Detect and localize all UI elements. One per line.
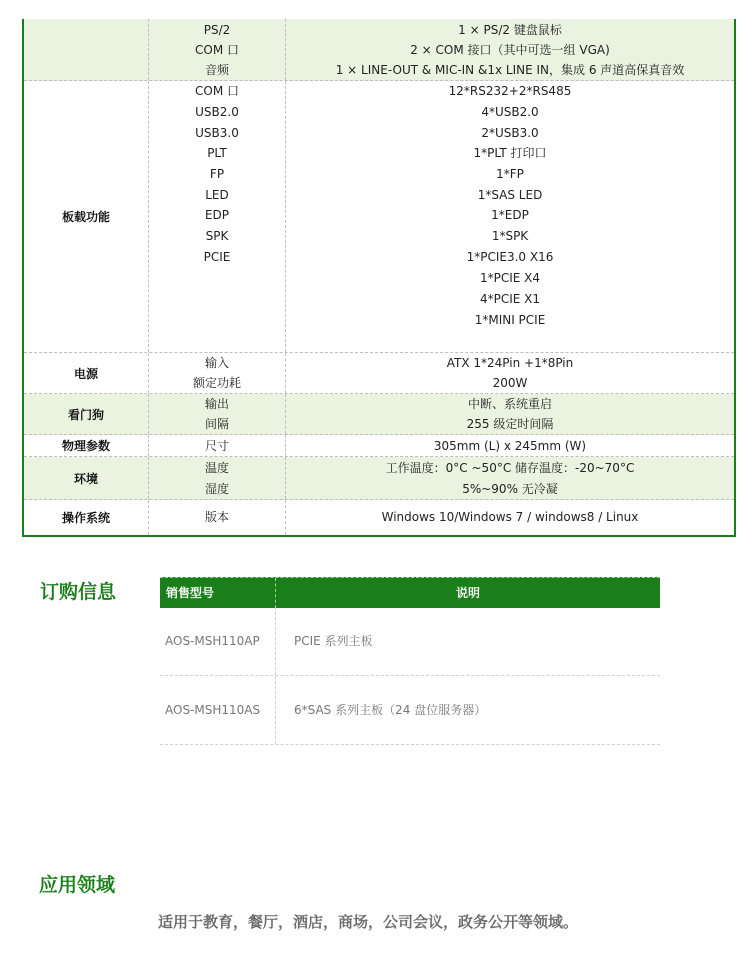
spec-category: 看门狗 [24,394,149,434]
spec-value: Windows 10/Windows 7 / windows8 / Linux [381,510,639,524]
spec-category: 操作系统 [24,500,149,535]
spec-group-io [24,19,734,81]
spec-group-environment [24,457,734,500]
spec-sub-col [149,81,286,352]
ordering-table [160,577,660,746]
spec-value: 中断、系统重启 [467,397,552,411]
spec-sub-label: 版本 [204,510,229,524]
spec-group-power [24,353,734,394]
spec-sub-col [149,457,286,499]
spec-value: 2 × COM 接口（其中可选一组 VGA) [410,43,610,57]
spec-sub-label: FP [209,167,225,181]
spec-value: 305mm (L) x 245mm (W) [433,439,587,453]
spec-value: 1*SPK [491,229,529,243]
spec-category: 物理参数 [24,435,149,456]
spec-val-col [286,457,734,499]
spec-category: 电源 [24,353,149,393]
spec-value: 1*FP [496,167,524,181]
spec-sub-label: EDP [204,208,230,222]
spec-category: 板载功能 [24,81,149,352]
spec-sub-label: COM 口 [195,43,239,57]
spec-value: 4*USB2.0 [481,105,539,119]
ordering-title: 订购信息 [40,581,117,603]
table-row [160,607,660,676]
spec-value: 12*RS232+2*RS485 [448,84,572,98]
spec-value: 1*EDP [491,208,529,222]
applications-text: 适用于教育，餐厅，酒店，商场，公司会议，政务公开等领域。 [157,913,578,931]
spec-value: 1 × PS/2 键盘鼠标 [458,23,562,37]
spec-value: 255 级定时间隔 [466,417,554,431]
spec-group-os [24,500,734,535]
spec-sub-label: USB2.0 [195,105,239,119]
spec-category [24,19,149,80]
spec-value: 2*USB3.0 [481,126,539,140]
spec-sub-label: 音频 [204,63,229,77]
spec-sub-label: SPK [205,229,229,243]
spec-group-onboard [24,81,734,353]
spec-sub-col [149,500,286,535]
spec-val-col [286,19,734,80]
header-model: 销售型号 [166,586,215,600]
spec-val-col [286,394,734,434]
header-desc: 说明 [275,578,660,608]
spec-sub-col [149,394,286,434]
spec-sub-label: PCIE [203,250,231,264]
spec-sub-label: USB3.0 [195,126,239,140]
spec-value: 5%~90% 无冷凝 [462,482,558,496]
spec-sub-col [149,435,286,456]
spec-value: 4*PCIE X1 [479,292,541,306]
spec-sub-col [149,353,286,393]
spec-value: 1*MINI PCIE [474,313,546,327]
spec-sub-col [149,19,286,80]
spec-table [22,19,736,537]
applications-title: 应用领域 [39,874,116,896]
spec-value: 1*PCIE X4 [479,271,541,285]
spec-val-col [286,435,734,456]
spec-sub-label: COM 口 [195,84,239,98]
spec-value: 1*PCIE3.0 X16 [466,250,554,264]
spec-value: 1*PLT 打印口 [473,146,547,160]
spec-value: ATX 1*24Pin +1*8Pin [446,356,574,370]
row-desc: 6*SAS 系列主板（24 盘位服务器） [275,676,660,744]
table-row [160,676,660,745]
spec-sub-label: LED [205,188,229,202]
spec-sub-label: 尺寸 [204,439,229,453]
spec-sub-label: PLT [207,146,227,160]
ordering-header [160,577,660,608]
spec-sub-label: PS/2 [203,23,231,37]
spec-value: 1*SAS LED [477,188,543,202]
spec-val-col [286,81,734,352]
spec-value: 工作温度：0°C ~50°C 储存温度：-20~70°C [385,461,635,475]
row-model: AOS-MSH110AS [165,703,261,717]
spec-group-physical [24,435,734,457]
row-desc: PCIE 系列主板 [275,607,660,675]
spec-sub-label: 湿度 [204,482,229,496]
spec-val-col [286,500,734,535]
spec-group-watchdog [24,394,734,435]
spec-sub-label: 温度 [204,461,229,475]
spec-val-col [286,353,734,393]
row-model: AOS-MSH110AP [165,634,260,648]
spec-value: 1 × LINE-OUT & MIC-IN &1x LINE IN，集成 6 声道高保真音效 [335,63,685,77]
spec-sub-label: 输入 [204,356,229,370]
spec-value: 200W [492,376,528,390]
spec-sub-label: 输出 [204,397,229,411]
spec-category: 环境 [24,457,149,499]
spec-sub-label: 间隔 [204,417,229,431]
spec-sub-label: 额定功耗 [192,376,241,390]
